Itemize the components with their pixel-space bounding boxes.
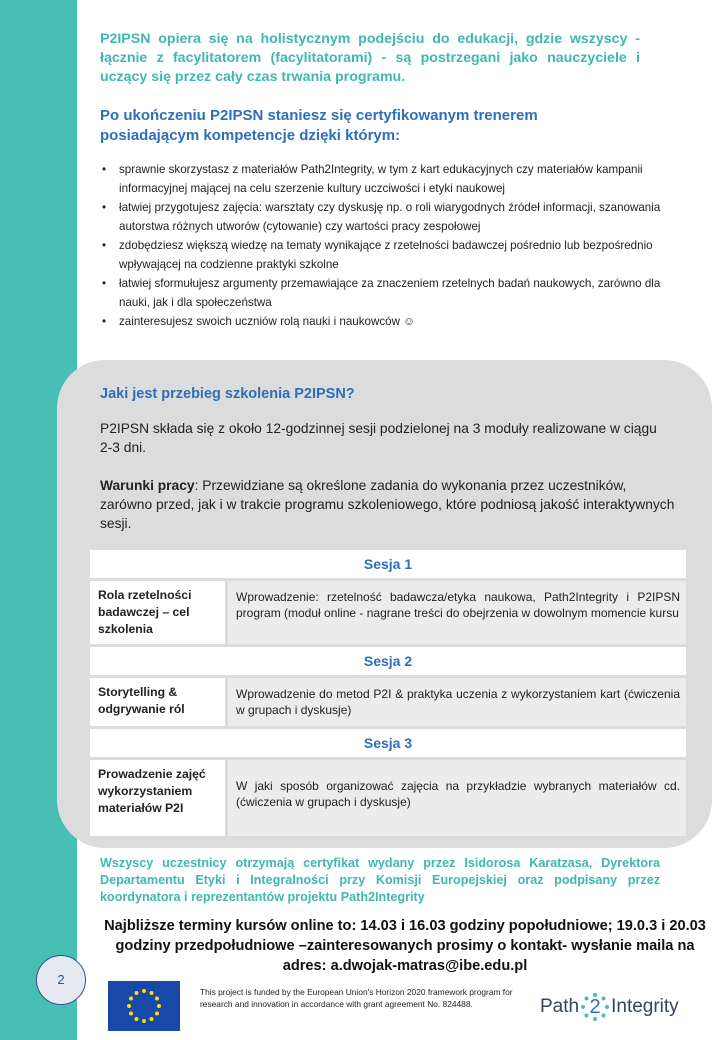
table-row (90, 760, 686, 836)
funding-notice: This project is funded by the European Union's Horizon 2020 framework program for research and innovation in accordance with grant agreement No. 824488. (200, 987, 513, 1009)
session-description: W jaki sposób organizować zajęcia na przykładzie wybranych materiałów cd. (ćwiczenia w grupach i dyskusje) (228, 760, 686, 836)
session-label: Prowadzenie zajęć wykorzystaniem materiałów P2I (90, 760, 225, 836)
path2integrity-logo (540, 990, 710, 1024)
list-item: • sprawnie skorzystasz z materiałów Path2Integrity, w tym z kart edukacyjnych czy materiałów kampanii informacyjnej mającej na celu szerzenie kultury uczciwości i etyki naukowej (100, 160, 670, 198)
list-item: • zdobędziesz większą wiedzę na tematy wynikające z rzetelności badawczej pośrednio lub bezpośrednio wpływającej na codzienne praktyki szkolne (100, 236, 670, 274)
list-item: • zainteresujesz swoich uczniów rolą nauki i naukowców ☺ (100, 312, 670, 331)
session-label: Storytelling & odgrywanie ról (90, 678, 225, 726)
course-description: P2IPSN składa się z około 12-godzinnej sesji podzielonej na 3 moduły realizowane w ciągu 2-3 dni. (100, 421, 657, 455)
logo-number: 2 (589, 996, 601, 1018)
session-title: Sesja 3 (90, 729, 686, 757)
table-row (90, 581, 686, 644)
work-conditions-text: : Przewidziane są określone zadania do wykonania przez uczestników, zarówno przed, jak i w trakcie programu szkoleniowego, które podniosą jakość interaktywnych sesji. (100, 478, 675, 531)
logo-text-path: Path (540, 996, 580, 1017)
work-conditions-label: Warunki pracy (100, 478, 195, 493)
session-label: Rola rzetelności badawczej – cel szkolenia (90, 581, 225, 644)
page-number: 2 (36, 955, 86, 1005)
certification-heading: Po ukończeniu P2IPSN staniesz się certyfikowanym trenerem posiadającym kompetencje dzięki którym: (100, 107, 538, 144)
session-description: Wprowadzenie: rzetelność badawcza/etyka naukowa, Path2Integrity i P2IPSN program (moduł online - nagrane treści do obejrzenia w dowolnym momencie kursu (228, 581, 686, 644)
certificate-note: Wszyscy uczestnicy otrzymają certyfikat wydany przez Isidorosa Karatzasa, Dyrektora Departamentu Etyki i Integralności przy Komisji Europejskiej oraz podpisany przez koordynatora i reprezentantów projektu Path2Integrity (100, 856, 660, 904)
list-item: • łatwiej przygotujesz zajęcia: warsztaty czy dyskusję np. o roli wiarygodnych źródeł informacji, szanowania autorstwa różnych utworów (cytowanie) czy wartości pracy zespołowej (100, 198, 670, 236)
intro-paragraph: P2IPSN opiera się na holistycznym podejściu do edukacji, gdzie wszyscy - łącznie z facylitatorem (facylitatorami) - są postrzegani jako nauczyciele i uczący się przez cały czas trwania programu. (100, 31, 640, 85)
work-conditions (100, 476, 680, 533)
session-description: Wprowadzenie do metod P2I & praktyka uczenia z wykorzystaniem kart (ćwiczenia w grupach i dyskusje) (228, 678, 686, 726)
logo-text-integrity: Integrity (611, 996, 679, 1017)
competence-list (100, 160, 670, 331)
sessions-table (90, 550, 686, 839)
course-heading: Jaki jest przebieg szkolenia P2IPSN? (100, 386, 355, 402)
eu-flag-icon (108, 981, 180, 1031)
session-title: Sesja 2 (90, 647, 686, 675)
list-item: • łatwiej sformułujesz argumenty przemawiające za znaczeniem rzetelnych badań naukowych, zarówno dla nauki, jak i dla społeczeństwa (100, 274, 670, 312)
logo-ring-icon (580, 992, 610, 1022)
course-dates: Najbliższe terminy kursów online to: 14.03 i 16.03 godziny popołudniowe; 19.0.3 i 20.03 godziny przedpołudniowe –zainteresowanych prosimy o kontakt- wysłanie maila na adres: a.dwojak-matras@ibe.edu.pl (104, 918, 706, 974)
table-row (90, 678, 686, 726)
session-title: Sesja 1 (90, 550, 686, 578)
